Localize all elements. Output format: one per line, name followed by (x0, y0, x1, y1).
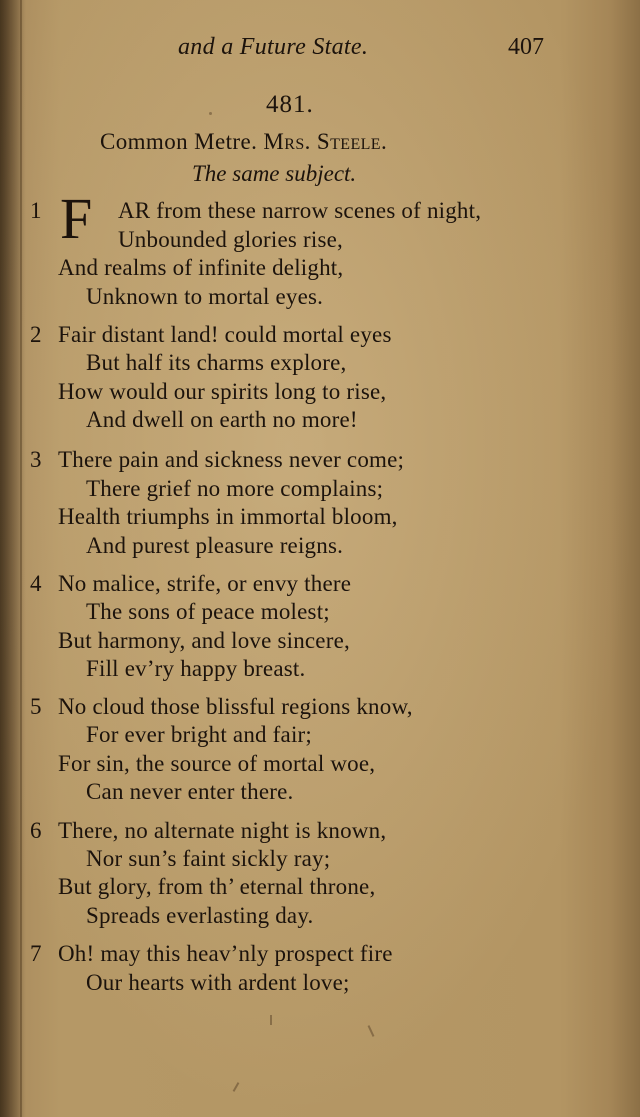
verse-number: 7 (30, 941, 42, 966)
verse-number: 4 (30, 571, 42, 596)
verse-line: There, no alternate night is known, (58, 818, 387, 843)
running-title: and a Future State. (178, 34, 369, 60)
paper-speck (270, 1015, 272, 1025)
verse-line: Can never enter there. (86, 779, 294, 804)
paper-speck (368, 1025, 375, 1037)
verse-number: 6 (30, 818, 42, 843)
verse-line: How would our spirits long to rise, (58, 379, 387, 404)
verse-line: Our hearts with ardent love; (86, 970, 350, 995)
verse-number: 1 (30, 198, 42, 223)
paper-speck (209, 112, 212, 115)
verse-number: 5 (30, 694, 42, 719)
verse-line: But half its charms explore, (86, 350, 347, 375)
binding-shadow (0, 0, 26, 1117)
verse-line: Health triumphs in immortal bloom, (58, 504, 398, 529)
verse-line: Oh! may this heav’nly prospect fire (58, 941, 393, 966)
hymn-metre-line (100, 129, 387, 155)
hymn-author: Mrs. Steele. (263, 129, 388, 154)
verse-line: And dwell on earth no more! (86, 407, 358, 432)
verse-line: Fill ev’ry happy breast. (86, 656, 306, 681)
hymn-subject: The same subject. (192, 161, 357, 186)
paper-speck (233, 1082, 240, 1092)
verse-line: No cloud those blissful regions know, (58, 694, 413, 719)
verse-line: The sons of peace molest; (86, 599, 330, 624)
page-number: 407 (508, 34, 544, 60)
verse-line: AR from these narrow scenes of night, (118, 198, 482, 223)
verse-line: Unbounded glories rise, (118, 227, 343, 252)
hymn-number: 481. (266, 91, 314, 118)
verse-line: Spreads everlasting day. (86, 903, 314, 928)
drop-cap: F (60, 186, 93, 251)
verse-line: There pain and sickness never come; (58, 447, 405, 472)
page-edge (20, 0, 22, 1117)
verse-number: 3 (30, 447, 42, 472)
verse-line: For sin, the source of mortal woe, (58, 751, 376, 776)
verse-line: No malice, strife, or envy there (58, 571, 352, 596)
verse-line: There grief no more complains; (86, 476, 384, 501)
verse-line: And realms of infinite delight, (58, 255, 344, 280)
verse-line: But glory, from th’ eternal throne, (58, 874, 376, 899)
verse-line: Unknown to mortal eyes. (86, 284, 324, 309)
verse-line: For ever bright and fair; (86, 722, 312, 747)
hymn-metre: Common Metre. (100, 129, 258, 154)
verse-line: Fair distant land! could mortal eyes (58, 322, 392, 347)
verse-line: And purest pleasure reigns. (86, 533, 344, 558)
verse-line: But harmony, and love sincere, (58, 628, 350, 653)
verse-number: 2 (30, 322, 42, 347)
verse-line: Nor sun’s faint sickly ray; (86, 846, 331, 871)
